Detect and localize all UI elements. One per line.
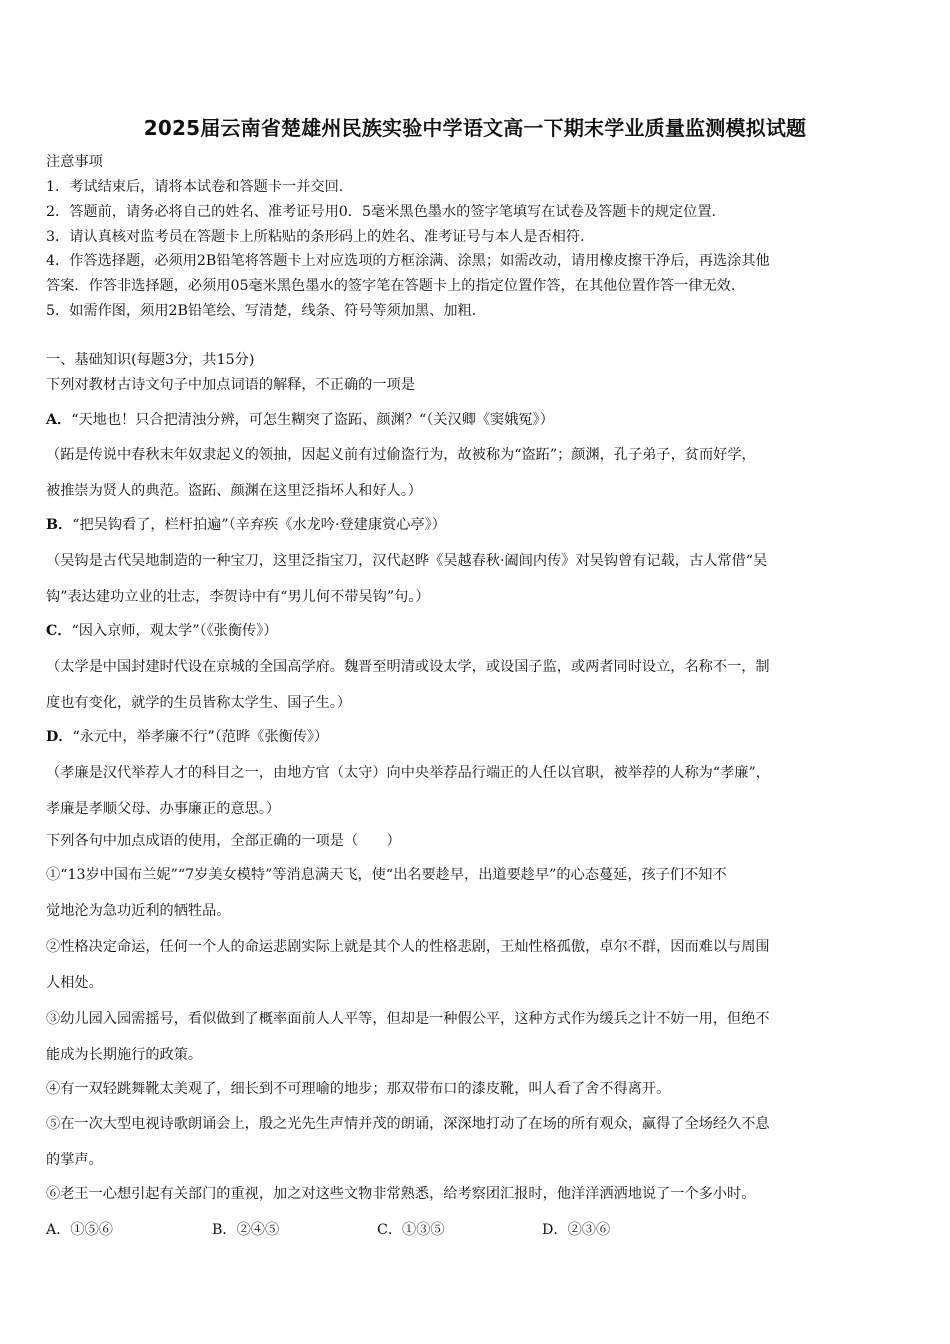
answer-option-c: C．①③⑤ xyxy=(377,1222,445,1238)
option-label: D． xyxy=(46,729,73,745)
sentence-item: 的掌声。 xyxy=(46,1152,103,1168)
sentence-item: 觉地沦为急功近利的牺牲品。 xyxy=(46,903,231,919)
sentence-item: 人相处。 xyxy=(46,975,103,991)
option-label: B． xyxy=(46,517,73,533)
notice-item: 3．请认真核对监考员在答题卡上所粘贴的条形码上的姓名、准考证号与本人是否相符. xyxy=(46,229,585,245)
option-d xyxy=(46,727,911,747)
sentence-item: ③幼儿园入园需摇号，看似做到了概率面前人人平等，但却是一种假公平，这种方式作为缓兵之计不妨一用，但绝不 xyxy=(46,1011,770,1027)
page-title: 2025届云南省楚雄州民族实验中学语文高一下期末学业质量监测模拟试题 xyxy=(143,116,807,140)
option-label: A． xyxy=(46,412,72,428)
option-text: “永元中，举孝廉不行”（范晔《张衡传》） xyxy=(72,729,329,745)
option-note: （太学是中国封建时代设在京城的全国高学府。魏晋至明清或设太学，或设国子监，或两者同时设立，名称不一，制 xyxy=(46,659,770,675)
option-b xyxy=(46,515,911,535)
sentence-item: ②性格决定命运，任何一个人的命运悲剧实际上就是其个人的性格悲剧，王灿性格孤傲，卓尔不群，因而难以与周围 xyxy=(46,939,770,955)
answer-option-b: B．②④⑤ xyxy=(212,1222,280,1238)
option-note: 被推崇为贤人的典范。盗跖、颜渊在这里泛指坏人和好人。） xyxy=(46,483,422,499)
sentence-item: ⑤在一次大型电视诗歌朗诵会上，殷之光先生声情并茂的朗诵，深深地打动了在场的所有观众，赢得了全场经久不息 xyxy=(46,1116,770,1132)
sentence-item: ⑥老王一心想引起有关部门的重视，加之对这些文物非常熟悉，给考察团汇报时，他洋洋洒洒地说了一个多小时。 xyxy=(46,1186,756,1202)
notice-item: 2．答题前，请务必将自己的姓名、准考证号用0．5毫米黑色墨水的签字笔填写在试卷及答题卡的规定位置. xyxy=(46,204,717,220)
notice-item: 4．作答选择题，必须用2B铅笔将答题卡上对应选项的方框涂满、涂黑；如需改动，请用橡皮擦干净后，再选涂其他 xyxy=(46,253,770,269)
option-text: “因入京师，观太学”（《张衡传》） xyxy=(71,623,278,639)
sentence-item: 能成为长期施行的政策。 xyxy=(46,1047,203,1063)
option-note: 钩”表达建功立业的壮志，李贺诗中有“男儿何不带吴钩”句。） xyxy=(46,589,430,605)
question-stem: 下列对教材古诗文句子中加点词语的解释，不正确的一项是 xyxy=(46,377,415,393)
option-text: “天地也！只合把清浊分辨，可怎生糊突了盗跖、颜渊？“（关汉卿《窦娥冤》） xyxy=(71,412,554,428)
notice-item: 1．考试结束后，请将本试卷和答题卡一并交回. xyxy=(46,179,344,195)
option-text: “把吴钩看了，栏杆拍遍”（辛弃疾《水龙吟·登建康赏心亭》） xyxy=(72,517,446,533)
sentence-item: ④有一双轻跳舞靴太美观了，细长到不可理喻的地步；那双带布口的漆皮靴，叫人看了舍不得离开。 xyxy=(46,1081,671,1097)
option-note: （吴钩是古代吴地制造的一种宝刀，这里泛指宝刀，汉代赵晔《吴越春秋·阖闾内传》对吴钩曾有记载，古人常借“吴 xyxy=(46,553,768,569)
option-label: C． xyxy=(46,623,72,639)
answer-option-a: A．①⑤⑥ xyxy=(46,1222,113,1238)
question-stem: 下列各句中加点成语的使用，全部正确的一项是（ ） xyxy=(46,833,401,849)
notice-heading: 注意事项 xyxy=(46,154,103,170)
answer-option-d: D．②③⑥ xyxy=(542,1222,611,1238)
notice-item: 答案．作答非选择题，必须用05毫米黑色墨水的签字笔在答题卡上的指定位置作答，在其他位置作答一律无效. xyxy=(46,278,736,294)
option-note: （跖是传说中春秋末年奴隶起义的领抽，因起义前有过偷盗行为，故被称为“盗跖”；颜渊，孔子弟子，贫而好学， xyxy=(46,447,756,463)
notice-item: 5．如需作图，须用2B铅笔绘、写清楚，线条、符号等须加黑、加粗. xyxy=(46,303,477,319)
option-note: 度也有变化，就学的生员皆称太学生、国子生。） xyxy=(46,695,352,711)
sentence-item: ①“13岁中国布兰妮”“7岁美女模特”等消息满天飞，使“出名要趁早，出道要趁早”的心态蔓延，孩子们不知不 xyxy=(46,867,727,883)
option-c xyxy=(46,621,911,641)
option-note: 孝廉是孝顺父母、办事廉正的意思。） xyxy=(46,801,281,817)
option-note: （孝廉是汉代举荐人才的科目之一，由地方官（太守）向中央举荐品行端正的人任以官职，被举荐的人称为“孝廉”， xyxy=(46,765,770,781)
option-a xyxy=(46,410,911,430)
section-heading: 一、基础知识(每题3分，共15分) xyxy=(46,352,255,368)
